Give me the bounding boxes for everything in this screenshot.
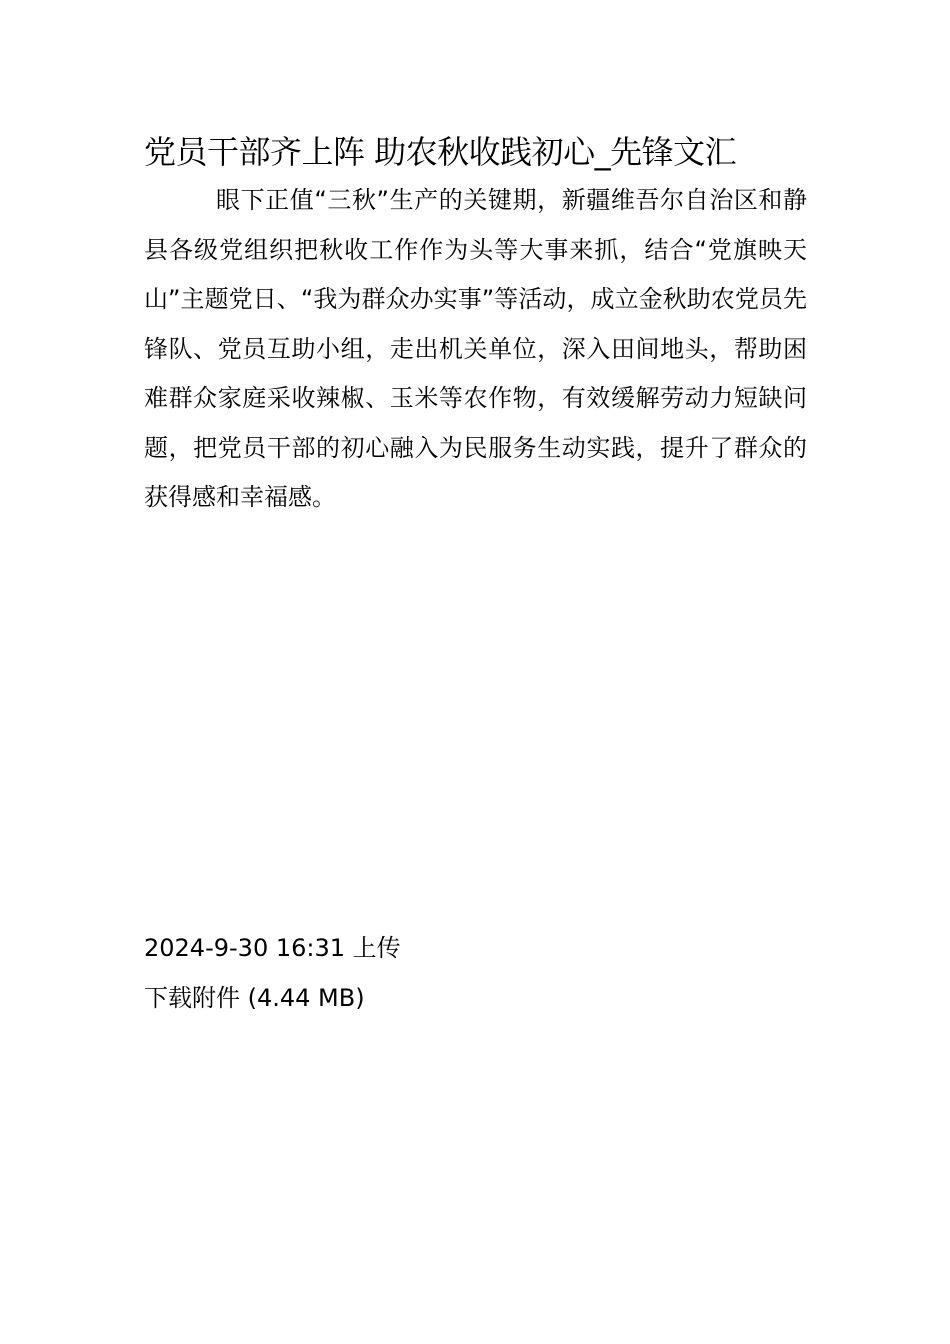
article-body: 眼下正值“三秋”生产的关键期，新疆维吾尔自治区和静县各级党组织把秋收工作作为头等大事来抓，结合“党旗映天山”主题党日、“我为群众办实事”等活动，成立金秋助农党员先锋队、党员互助小组，走出机关单位，深入田间地头，帮助困难群众家庭采收辣椒、玉米等农作物，有效缓解劳动力短缺问题，把党员干部的初心融入为民服务生动实践，提升了群众的获得感和幸福感。 xyxy=(144,186,807,511)
article-title: 党员干部齐上阵 助农秋收践初心_先锋文汇 xyxy=(144,133,737,171)
download-attachment-link[interactable]: 下载附件 (4.44 MB) xyxy=(144,984,365,1012)
upload-timestamp: 2024-9-30 16:31 上传 xyxy=(144,934,401,962)
